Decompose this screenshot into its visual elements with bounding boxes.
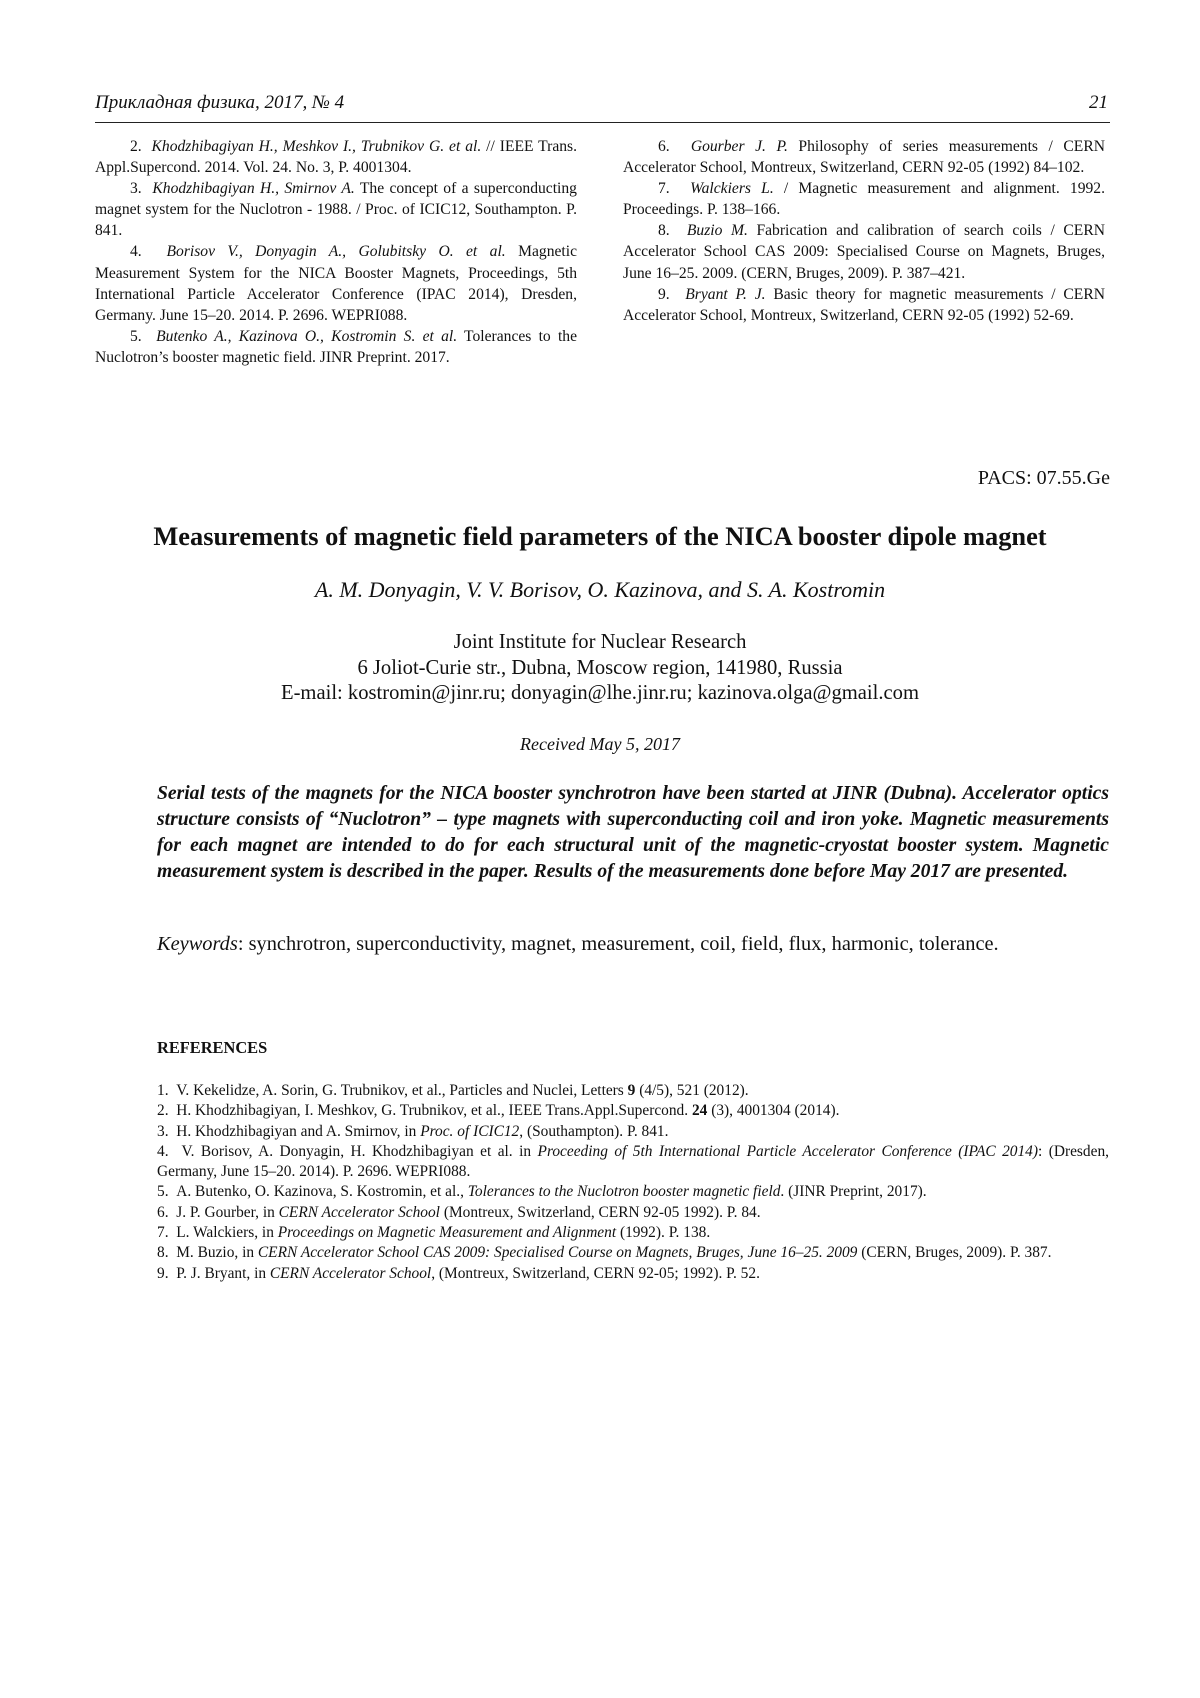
affiliation-email: E-mail: kostromin@jinr.ru; donyagin@lhe.jinr.ru; kazinova.olga@gmail.com (281, 682, 919, 704)
paper-authors: A. M. Donyagin, V. V. Borisov, O. Kazinova, and S. A. Kostromin (314, 577, 886, 602)
abstract: Serial tests of the magnets for the NICA booster synchrotron have been started at JINR (Dubna). Accelerator optics structure consists of “Nuclotron” – type magnets with superconducting coil and iron yoke. Magnetic measurements for each magnet are intended to do for each structural unit of the magnetic-cryostat booster system. Magnetic measurement system is described in the paper. Results of the measurements done before May 2017 are presented. (157, 783, 1109, 882)
affiliation-block (0, 630, 1200, 707)
previous-references-right-column (623, 136, 1105, 326)
reference-item: 6 . J. P. Gourber, in CERN Accelerator School (Montreux, Switzerland, CERN 92-05 1992). P. 84. (157, 1203, 1109, 1223)
previous-references-left-column (95, 136, 577, 368)
keywords (157, 933, 1109, 956)
keywords-text: : synchrotron, superconductivity, magnet, measurement, coil, field, flux, harmonic, tolerance. (237, 933, 999, 955)
prev-reference-item: 4 . Borisov V., Donyagin A., Golubitsky O. et al. Magnetic Measurement System for the NICA Booster Magnets, Proceedings, 5th International Particle Accelerator Conference (IPAC 2014), Dresden, Germany. June 15–20. 2014. P. 2696. WEPRI088. (95, 241, 577, 325)
paper-title: Measurements of magnetic field parameters of the NICA booster dipole magnet (153, 521, 1047, 551)
prev-reference-item: 5 . Butenko A., Kazinova O., Kostromin S. et al. Tolerances to the Nuclotron’s booster magnetic field. JINR Preprint. 2017. (95, 326, 577, 368)
prev-reference-item: 8 . Buzio M. Fabrication and calibration of search coils / CERN Accelerator School CAS 2009: Specialised Course on Magnets, Bruges, June 16–25. 2009. (CERN, Bruges, 2009). P. 387–421. (623, 220, 1105, 283)
reference-item: 3 . H. Khodzhibagiyan and A. Smirnov, in Proc. of ICIC12, (Southampton). P. 841. (157, 1122, 1109, 1142)
reference-list (157, 1081, 1109, 1284)
prev-reference-item: 3 . Khodzhibagiyan H., Smirnov A. The concept of a superconducting magnet system for the Nuclotron - 1988. / Proc. of ICIC12, Southampton. P. 841. (95, 178, 577, 241)
keywords-label: Keywords (157, 933, 238, 955)
reference-item: 2 . H. Khodzhibagiyan, I. Meshkov, G. Trubnikov, et al., IEEE Trans.Appl.Supercond. 24 (3), 4001304 (2014). (157, 1101, 1109, 1121)
journal-name: Прикладная физика, 2017, № 4 (95, 92, 345, 113)
prev-reference-item: 2 . Khodzhibagiyan H., Meshkov I., Trubnikov G. et al. // IEEE Trans. Appl.Supercond. 2014. Vol. 24. No. 3, P. 4001304. (95, 136, 577, 178)
prev-reference-item: 6 . Gourber J. P. Philosophy of series measurements / CERN Accelerator School, Montreux, Switzerland, CERN 92-05 (1992) 84–102. (623, 136, 1105, 178)
affiliation-institute: Joint Institute for Nuclear Research (453, 631, 747, 653)
reference-item: 1 . V. Kekelidze, A. Sorin, G. Trubnikov, et al., Particles and Nuclei, Letters 9 (4/5), 521 (2012). (157, 1081, 1109, 1101)
prev-reference-item: 7 . Walckiers L. / Magnetic measurement and alignment. 1992. Proceedings. P. 138–166. (623, 178, 1105, 220)
running-header (95, 92, 1110, 123)
received-date: Received May 5, 2017 (520, 734, 680, 754)
affiliation-address: 6 Joliot-Curie str., Dubna, Moscow region, 141980, Russia (357, 656, 843, 679)
page-number: 21 (1089, 92, 1108, 113)
reference-item: 7 . L. Walckiers, in Proceedings on Magnetic Measurement and Alignment (1992). P. 138. (157, 1223, 1109, 1243)
reference-item: 4 . V. Borisov, A. Donyagin, H. Khodzhibagiyan et al. in Proceeding of 5th International Particle Accelerator Conference (IPAC 2014): (Dresden, Germany, June 15–20. 2014). P. 2696. WEPRI088. (157, 1142, 1109, 1183)
prev-reference-item: 9 . Bryant P. J. Basic theory for magnetic measurements / CERN Accelerator School, Montreux, Switzerland, CERN 92-05 (1992) 52-69. (623, 284, 1105, 326)
references-heading: REFERENCES (157, 1038, 268, 1057)
reference-item: 9 . P. J. Bryant, in CERN Accelerator School, (Montreux, Switzerland, CERN 92-05; 1992). P. 52. (157, 1264, 1109, 1284)
reference-item: 8 . M. Buzio, in CERN Accelerator School CAS 2009: Specialised Course on Magnets, Bruges, June 16–25. 2009 (CERN, Bruges, 2009). P. 387. (157, 1243, 1109, 1263)
pacs-code: PACS: 07.55.Ge (977, 467, 1110, 489)
reference-item: 5 . A. Butenko, O. Kazinova, S. Kostromin, et al., Tolerances to the Nuclotron booster magnetic field. (JINR Preprint, 2017). (157, 1182, 1109, 1202)
